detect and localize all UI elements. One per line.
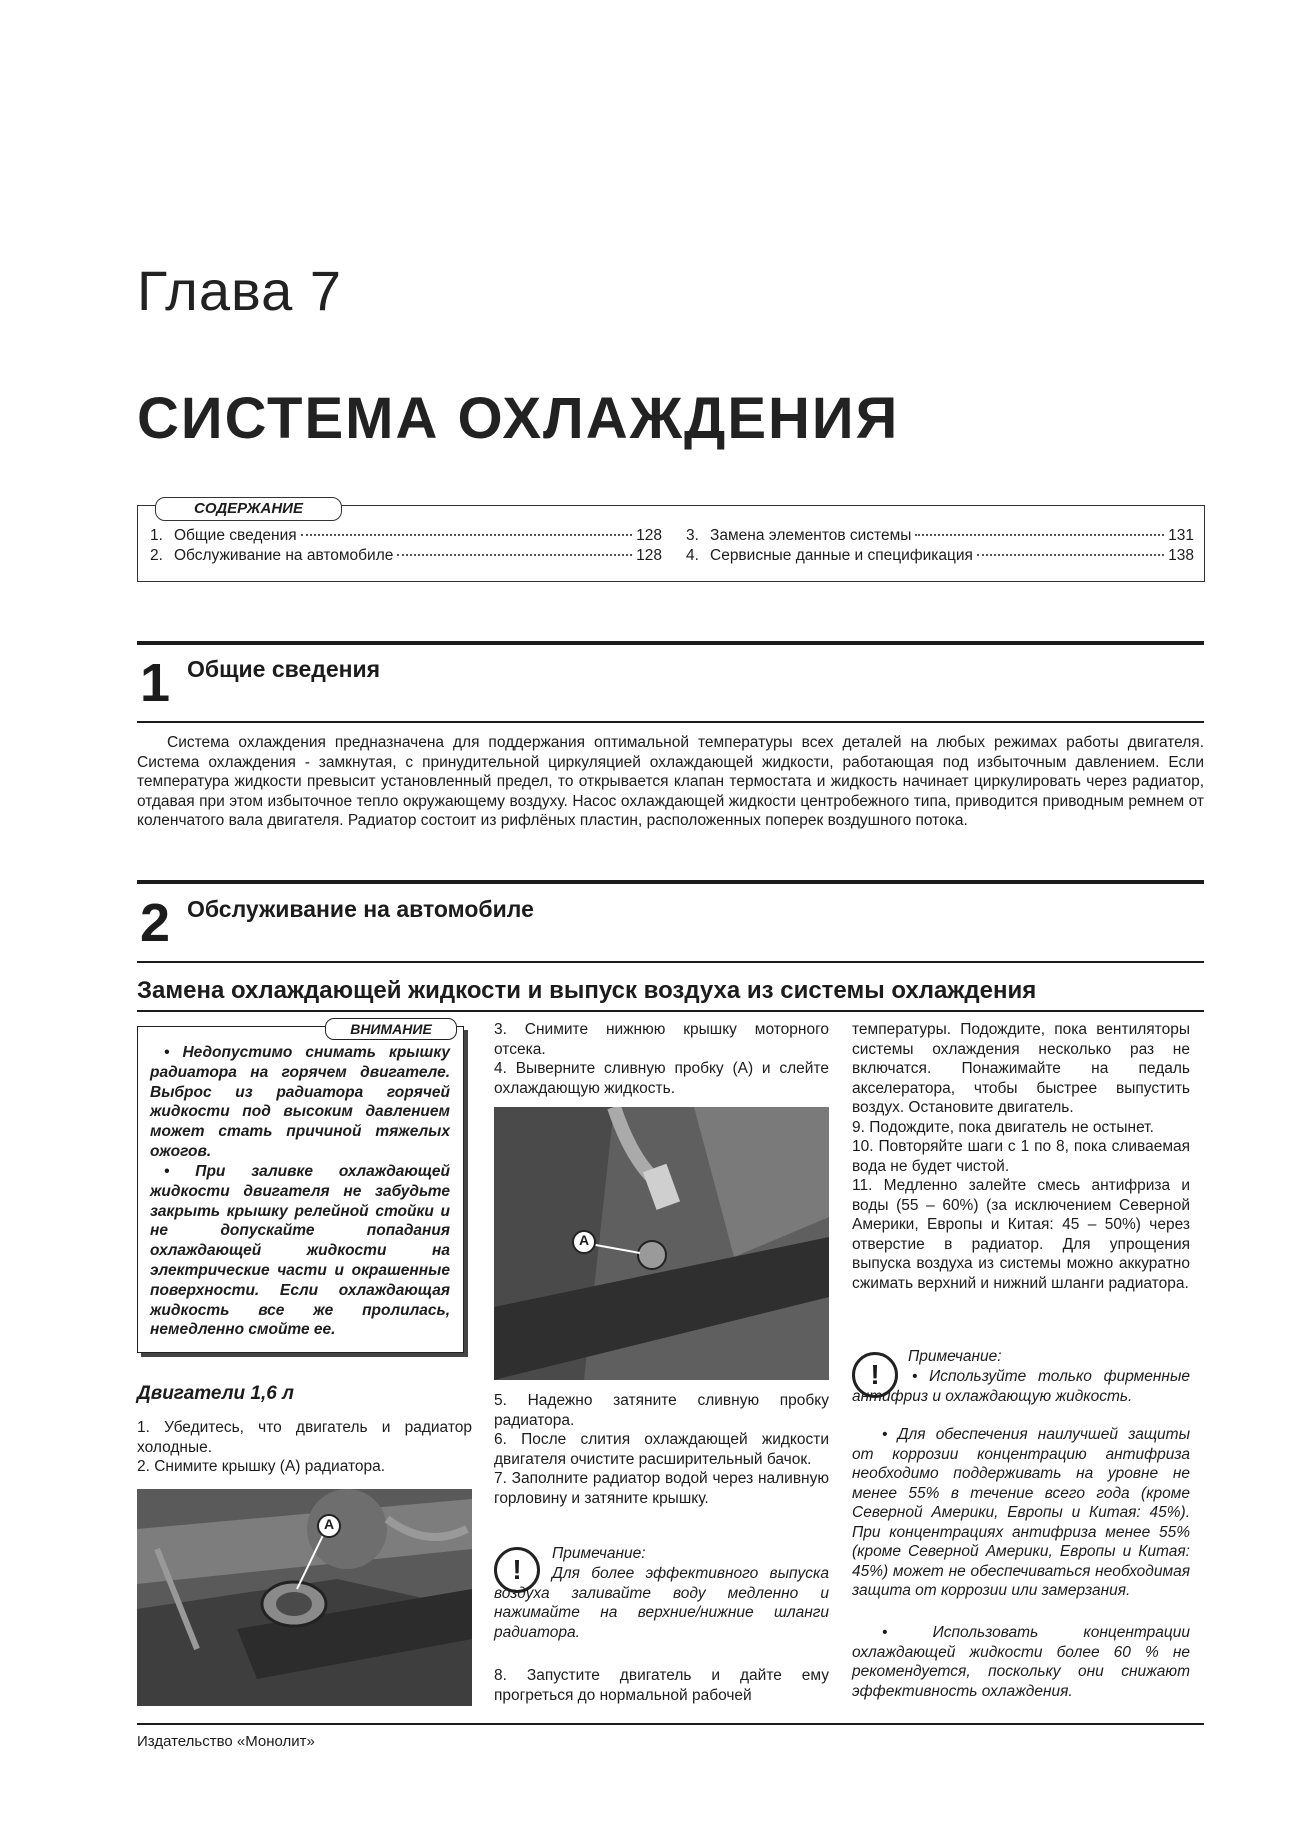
drain-photo [494,1107,829,1380]
callout-label: A [323,1516,335,1532]
col3-steps [852,1020,1190,1293]
section-number: 2 [140,893,171,953]
step-text: 5. Надежно затяните сливную пробку радиатора. [494,1392,829,1429]
toc-item-text: Обслуживание на автомобиле [174,547,394,564]
section-rule-thin [137,961,1204,963]
drain-photo-illustration [494,1107,829,1380]
toc-item-number: 1. [150,527,163,544]
toc-item[interactable] [150,547,662,565]
toc-item-text: Замена элементов системы [710,527,912,544]
toc-label: СОДЕРЖАНИЕ [155,497,342,521]
toc-item[interactable] [150,527,662,545]
note-text: • Использовать концентрации охлаждающей жидкости более 60 % не рекомендуется, поскольку они снижают эффективность охлаждения. [852,1624,1190,1700]
step-text: 4. Выверните сливную пробку (А) и слейте охлаждающую жидкость. [494,1060,829,1097]
publisher-footer: Издательство «Монолит» [137,1733,315,1750]
exclamation-icon: ! [852,1352,898,1398]
toc-leader [977,554,1164,556]
warning-text: • При заливке охлаждающей жидкости двигателя не забудьте закрыть крышку релейной стойки и не допускайте попадания охлаждающей жидкости на электрические части и окрашенные поверхности. Если охлаждающая жидкость все же пролилась, немедленно смойте ее. [150,1163,450,1339]
toc-leader [915,534,1164,536]
engine-photo [137,1489,472,1706]
step-text: 1. Убедитесь, что двигатель и радиатор холодные. [137,1419,472,1456]
note-text: • Используйте только фирменные антифриз и охлаждающую жидкость. [852,1368,1190,1405]
toc-item-number: 3. [686,527,699,544]
toc-item[interactable] [686,547,1194,565]
toc-item-page: 138 [1168,547,1194,564]
note-text: Для более эффективного выпуска воздуха заливайте воду медленно и нажимайте на верхние/нижние шланги радиатора. [494,1565,829,1641]
page-title: СИСТЕМА ОХЛАЖДЕНИЯ [137,386,900,451]
step-text: 7. Заполните радиатор водой через наливную горловину и затяните крышку. [494,1470,829,1507]
section-rule [137,880,1204,884]
toc-item-number: 2. [150,547,163,564]
warning-label: ВНИМАНИЕ [325,1018,457,1040]
toc-item[interactable] [686,527,1194,545]
engine-heading: Двигатели 1,6 л [137,1383,294,1404]
toc-item-number: 4. [686,547,699,564]
section-rule-thin [137,721,1204,723]
chapter-label: Глава 7 [137,259,342,322]
step-text: 2. Снимите крышку (А) радиатора. [137,1458,386,1475]
subsection-title: Замена охлаждающей жидкости и выпуск воздуха из системы охлаждения [137,977,1037,1004]
toc-item-page: 131 [1168,527,1194,544]
subsection-rule [137,1010,1204,1012]
step-text: 10. Повторяйте шаги с 1 по 8, пока сливаемая вода не будет чистой. [852,1138,1190,1175]
section-rule [137,641,1204,645]
col2-top [494,1020,829,1098]
step-text: 11. Медленно залейте смесь антифриза и воды (55 – 60%) (за исключением Северной Америки, Европы и Китая: 45 – 50%) через отверстие в радиатор. Для упрощения выпуска воздуха из системы можно аккуратно сжимать верхний и нижний шланги радиатора. [852,1177,1190,1292]
note-text: • Для обеспечения наилучшей защиты от коррозии концентрацию антифриза необходимо поддерживать на уровне не менее 55% в течение всего года (кроме Северной Америки, Европы и Китая: 45%). При концентрациях антифриза менее 55% (кроме Северной Америки, Европы и Китая: 45%) может не обеспечиваться необходимая защита от коррозии или замерзания. [852,1426,1190,1599]
toc-item-text: Общие сведения [174,527,297,544]
note-label: Примечание: [908,1348,1002,1365]
toc-item-page: 128 [636,547,662,564]
toc-item-text: Сервисные данные и спецификация [710,547,973,564]
toc-leader [301,534,632,536]
engine-steps [137,1418,472,1477]
step-text: 9. Подождите, пока двигатель не остынет. [852,1118,1154,1136]
warning-text: • Недопустимо снимать крышку радиатора на горячем двигателе. Выброс из радиатора горячей жидкости под высоким давлением может стать причиной тяжелых ожогов. [150,1044,450,1160]
callout-label: A [578,1232,590,1248]
footer-rule [137,1723,1204,1725]
note-label: Примечание: [552,1545,646,1562]
section-body: Система охлаждения предназначена для поддержания оптимальной температуры всех деталей на любых режимах работы двигателя. Система охлаждения - замкнутая, с принудительной циркуляцией охлаждающей жидкости, работающая под избыточным давлением. Если температура жидкости превысит установленный предел, то открывается клапан термостата и жидкость начинает циркулировать через радиатор, отдавая при этом избыточное тепло окружающему воздуху. Насос охлаждающей жидкости центробежного типа, приводится приводным ремнем от коленчатого вала двигателя. Радиатор состоит из рифлёных пластин, расположенных поперек воздушного потока. [137,734,1204,829]
section-title: Обслуживание на автомобиле [187,896,534,922]
section-title: Общие сведения [187,656,381,682]
exclamation-icon: ! [494,1547,540,1593]
toc-item-page: 128 [636,527,662,544]
step-text: 3. Снимите нижнюю крышку моторного отсека. [494,1021,829,1058]
step-text: 8. Запустите двигатель и дайте ему прогреться до нормальной рабочей [494,1667,829,1704]
col2-mid [494,1391,829,1508]
toc-leader [397,554,632,556]
section-number: 1 [140,653,171,713]
step-text: 6. После слития охлаждающей жидкости двигателя очистите расширительный бачок. [494,1431,829,1468]
step-text: температуры. Подождите, пока вентиляторы системы охлаждения несколько раз не включатся. Понажимайте на педаль акселератора, чтобы быстрее выпустить воздух. Остановите двигатель. [852,1021,1190,1116]
engine-photo-illustration [137,1489,472,1706]
